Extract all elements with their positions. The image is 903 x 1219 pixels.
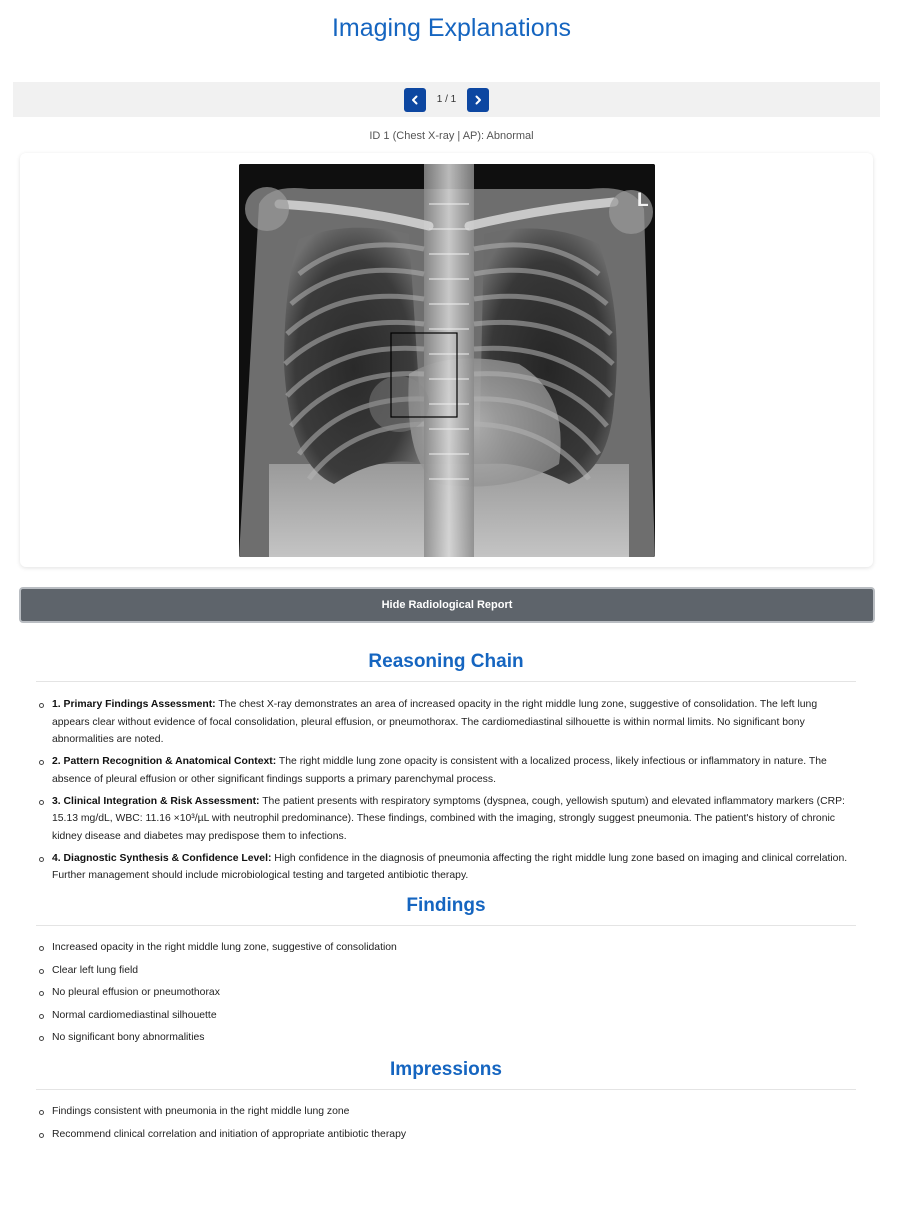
page-title: Imaging Explanations bbox=[331, 14, 572, 42]
list-item: No pleural effusion or pneumothorax bbox=[52, 984, 852, 1002]
page-indicator: 1 / 1 bbox=[436, 94, 457, 105]
chevron-right-icon bbox=[472, 94, 484, 106]
reasoning-item: 3. Clinical Integration & Risk Assessment: The patient presents with respiratory symptoms (dyspnea, cough, yellowish sputum) and elevated inflammatory markers (CRP: 15.13 mg/dL, WBC: 11.16 ×10³/µL with neutrophil predominance). These findings, combined with the imaging, strongly suggest pneumonia. The patient's history of chronic kidney disease and diabetes may predispose them to infections. bbox=[52, 793, 852, 846]
side-marker: L bbox=[637, 190, 649, 211]
findings-list bbox=[52, 939, 852, 1052]
list-item: Recommend clinical correlation and initiation of appropriate antibiotic therapy bbox=[52, 1126, 852, 1144]
next-image-button[interactable] bbox=[467, 88, 489, 112]
list-item: No significant bony abnormalities bbox=[52, 1029, 852, 1047]
impressions-title: Impressions bbox=[36, 1059, 856, 1090]
image-caption: ID 1 (Chest X-ray | AP): Abnormal bbox=[369, 130, 534, 142]
prev-image-button[interactable] bbox=[404, 88, 426, 112]
impressions-list bbox=[52, 1103, 852, 1148]
chevron-left-icon bbox=[409, 94, 421, 106]
list-item: Findings consistent with pneumonia in the right middle lung zone bbox=[52, 1103, 852, 1121]
hide-report-button[interactable]: Hide Radiological Report bbox=[19, 587, 875, 623]
findings-title: Findings bbox=[36, 895, 856, 926]
list-item: Clear left lung field bbox=[52, 962, 852, 980]
reasoning-list bbox=[52, 696, 852, 889]
image-pager bbox=[13, 82, 880, 117]
image-card bbox=[20, 153, 873, 567]
reasoning-item: 1. Primary Findings Assessment: The chest X-ray demonstrates an area of increased opacity in the right middle lung zone, suggestive of consolidation. The left lung appears clear without evidence of focal consolidation, pleural effusion, or pneumothorax. The cardiomediastinal silhouette is within normal limits. No significant bony abnormalities are noted. bbox=[52, 696, 852, 749]
list-item: Normal cardiomediastinal silhouette bbox=[52, 1007, 852, 1025]
chest-xray-image bbox=[239, 164, 655, 557]
reasoning-item: 4. Diagnostic Synthesis & Confidence Level: High confidence in the diagnosis of pneumonia affecting the right middle lung zone based on imaging and clinical correlation. Further management should include microbiological testing and targeted antibiotic therapy. bbox=[52, 850, 852, 885]
reasoning-item: 2. Pattern Recognition & Anatomical Context: The right middle lung zone opacity is consistent with a localized process, likely infectious or inflammatory in nature. The absence of pleural effusion or other significant findings supports a primary parenchymal process. bbox=[52, 753, 852, 788]
list-item: Increased opacity in the right middle lung zone, suggestive of consolidation bbox=[52, 939, 852, 957]
reasoning-chain-title: Reasoning Chain bbox=[36, 651, 856, 682]
